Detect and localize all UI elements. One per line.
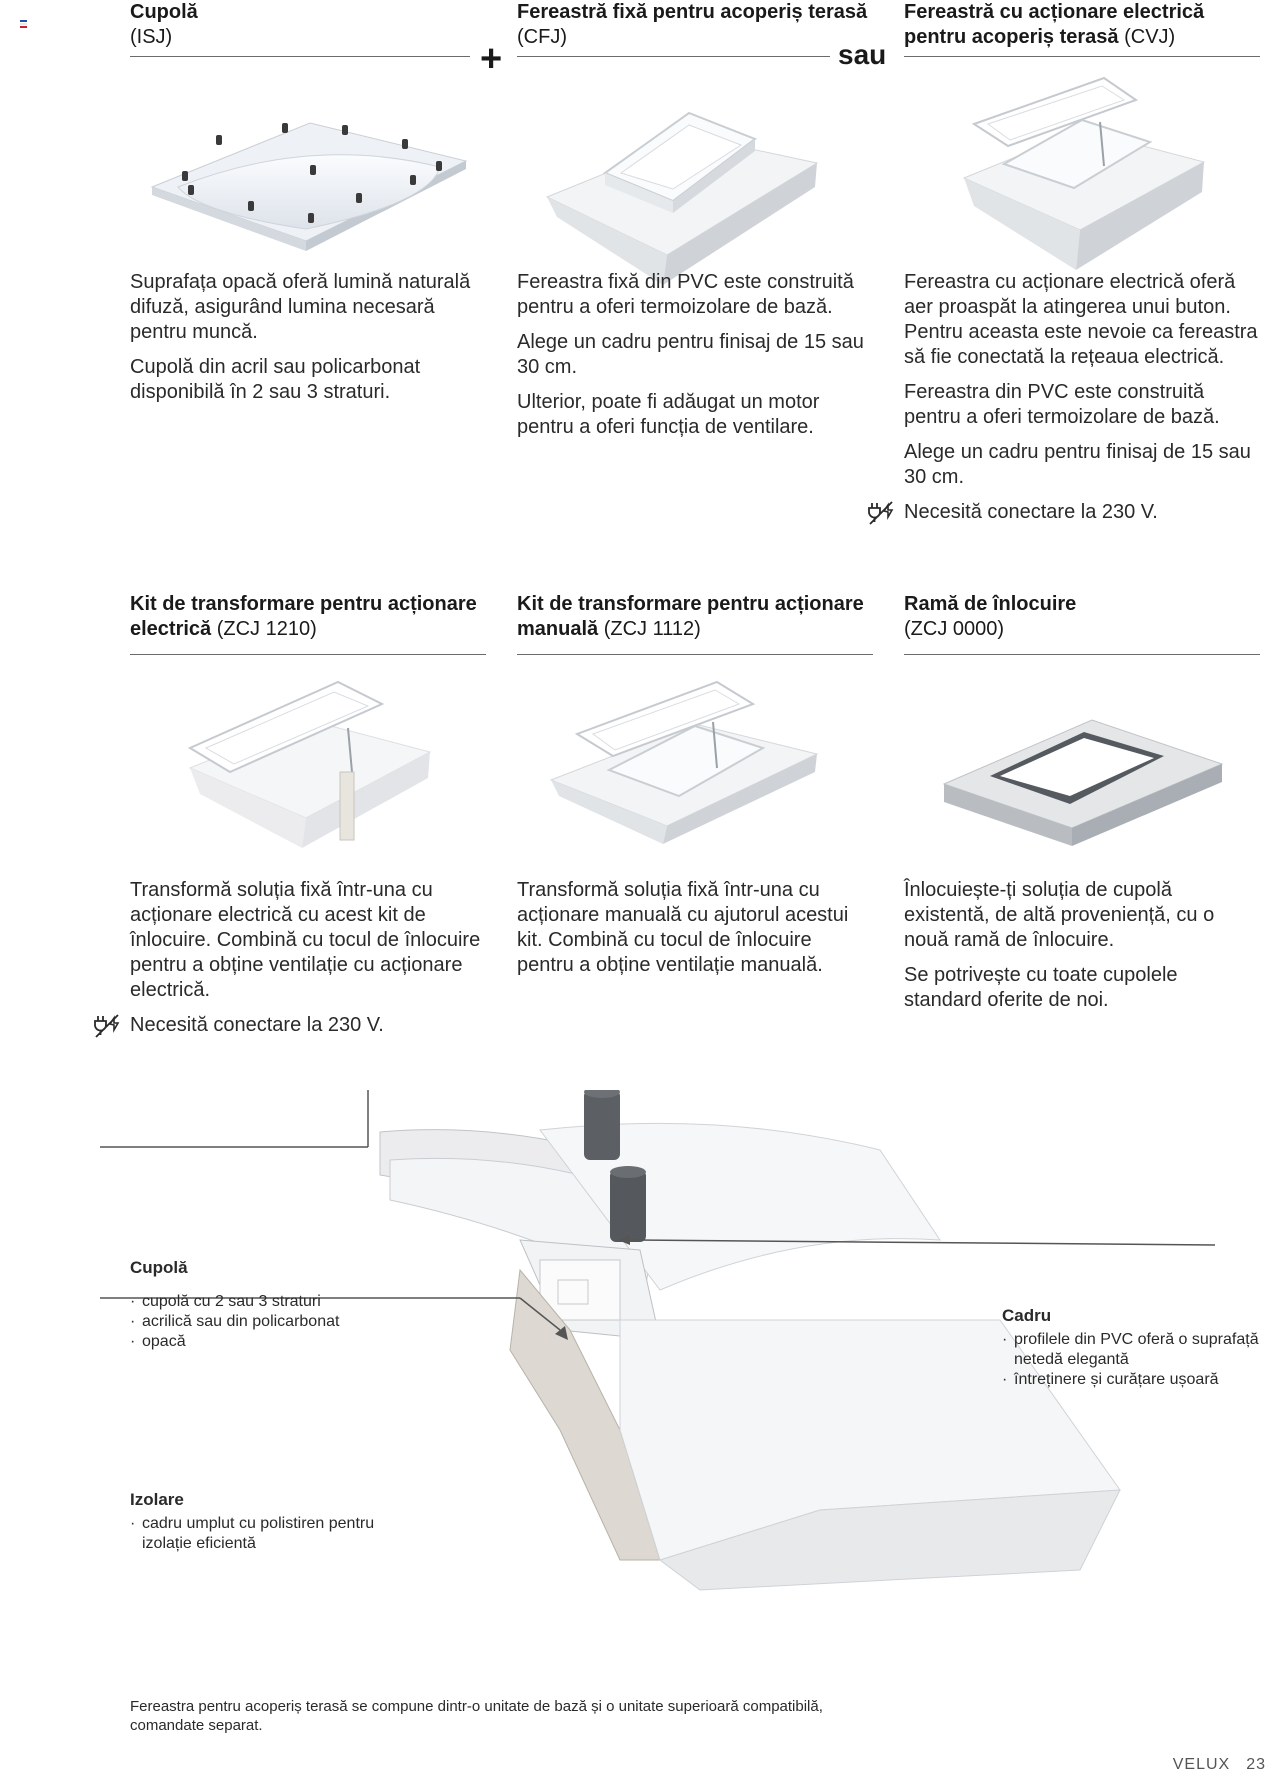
- header-cfj: Fereastră fixă pentru acoperiș terasă (CFJ): [517, 1, 868, 48]
- zcj1210-product-image: [130, 668, 486, 878]
- header-zcj1210: Kit de transformare pentru acționare electrică (ZCJ 1210): [130, 593, 477, 640]
- page-footer: [1157, 1756, 1266, 1774]
- callout-cupola: Cupolă · cupolă cu 2 sau 3 straturi · acrilică sau din policarbonat · opacă: [130, 1258, 430, 1352]
- cvj-product-image: [904, 60, 1260, 270]
- zcj1210-description: Transformă soluția fixă într-una cu acționare electrică cu acest kit de înlocuire. Combină cu tocul de înlocuire pentru a obține ventilație cu acționare electrică. Necesită conectare la 230 V.: [130, 878, 486, 1038]
- divider: [904, 654, 1260, 655]
- language-flag-icon: [20, 20, 27, 27]
- cupola-description: Suprafața opacă oferă lumină naturală difuză, asigurând lumina necesară pentru muncă. Cupolă din acril sau policarbonat disponibilă în 2 sau 3 straturi.: [130, 271, 471, 403]
- callout-izolare: Izolare · cadru umplut cu polistiren pentru izolație eficientă: [130, 1490, 390, 1554]
- header-zcj1112: Kit de transformare pentru acționare manuală (ZCJ 1112): [517, 593, 864, 640]
- plus-operator: +: [480, 38, 503, 80]
- page-number: 23: [1246, 1756, 1266, 1773]
- plug-icon: [866, 497, 896, 527]
- divider: [517, 654, 873, 655]
- zcj0000-description: Înlocuiește-ți soluția de cupolă existentă, de altă proveniență, cu o nouă ramă de înlocuire. Se potrivește cu toate cupolele standard oferite de noi.: [904, 879, 1215, 1011]
- divider: [130, 654, 486, 655]
- cfj-description: Fereastra fixă din PVC este construită pentru a oferi termoizolare de bază. Alege un cadru pentru finisaj de 15 sau 30 cm. Ulterior, poate fi adăugat un motor pentru a oferi funcția de ventilare.: [517, 271, 864, 438]
- brand-name: VELUX: [1172, 1756, 1231, 1773]
- header-cvj: Fereastră cu acționare electrică pentru acoperiș terasă (CVJ): [904, 1, 1205, 48]
- power-requirement: Necesită conectare la 230 V.: [130, 1013, 486, 1038]
- zcj1112-description: Transformă soluția fixă într-una cu acționare manuală cu ajutorul acestui kit. Combină cu tocul de înlocuire pentru a obține ventilație manuală.: [517, 879, 849, 976]
- or-operator: sau: [838, 39, 887, 70]
- divider: [517, 56, 830, 57]
- cvj-description: Fereastra cu acționare electrică oferă aer proaspăt la atingerea unui buton. Pentru aceasta este nevoie ca fereastra să fie conectată la rețeaua electrică. Fereastra din PVC este construită pentru a oferi termoizolare de bază. Alege un cadru pentru finisaj de 15 sau 30 cm. Necesită conectare la 230 V.: [904, 270, 1260, 525]
- plug-icon: [92, 1010, 122, 1040]
- divider: [904, 56, 1260, 57]
- zcj1112-product-image: [517, 668, 873, 878]
- header-zcj0000: Ramă de înlocuire (ZCJ 0000): [904, 593, 1077, 640]
- power-requirement: Necesită conectare la 230 V.: [904, 500, 1260, 525]
- callout-cadru: Cadru · profilele din PVC oferă o suprafață netedă elegantă · întreținere și curățare ușoară: [1002, 1306, 1262, 1390]
- divider: [130, 56, 470, 57]
- footnote: Fereastra pentru acoperiș terasă se compune dintr-o unitate de bază și o unitate superioară compatibilă, comandate separat.: [130, 1698, 823, 1734]
- header-cupola: Cupolă (ISJ): [130, 1, 198, 48]
- zcj0000-product-image: [904, 680, 1260, 890]
